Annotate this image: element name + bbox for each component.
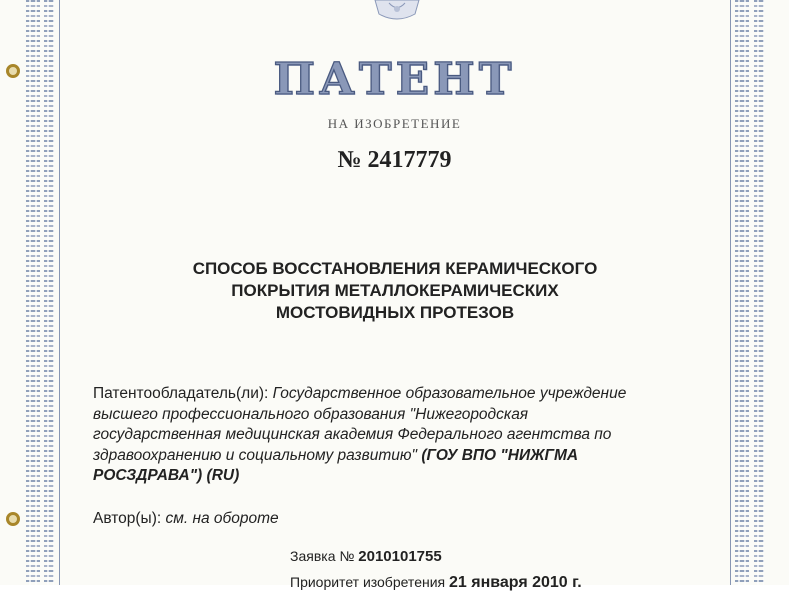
eyelet-ring-icon xyxy=(6,512,20,526)
priority-line xyxy=(290,574,582,592)
author-value: см. на обороте xyxy=(165,510,279,527)
holder-line: Государственное образовательное учреждение xyxy=(272,385,627,402)
invention-title-line: СПОСОБ ВОССТАНОВЛЕНИЯ КЕРАМИЧЕСКОГО xyxy=(192,259,598,278)
priority-label: Приоритет изобретения xyxy=(290,574,446,590)
application-number: 2010101755 xyxy=(358,548,442,565)
invention-title-line: МОСТОВИДНЫХ ПРОТЕЗОВ xyxy=(275,303,515,322)
holder-abbreviation: (ГОУ ВПО "НИЖГМА xyxy=(421,446,579,464)
holder-line: государственная медицинская академия Федерального агентства по xyxy=(93,426,612,443)
priority-date: 21 января 2010 г. xyxy=(449,574,582,591)
author-label: Автор(ы): xyxy=(93,510,162,527)
document-subtitle: НА ИЗОБРЕТЕНИЕ xyxy=(327,116,462,131)
application-line xyxy=(290,548,442,565)
coat-of-arms-icon xyxy=(371,0,423,22)
author-line xyxy=(93,510,279,528)
application-label: Заявка № xyxy=(290,548,355,564)
holder-country: (RU) xyxy=(206,467,240,484)
holder-label: Патентообладатель(ли): xyxy=(93,385,269,402)
document-title: ПАТЕНТ xyxy=(273,54,516,105)
patent-holder xyxy=(93,384,693,487)
patent-number: № 2417779 xyxy=(337,147,452,173)
holder-abbreviation-end: РОСЗДРАВА") xyxy=(93,467,203,484)
invention-title-line: ПОКРЫТИЯ МЕТАЛЛОКЕРАМИЧЕСКИХ xyxy=(231,281,559,300)
holder-line: здравоохранению и социальному развитию" xyxy=(93,446,418,464)
holder-line: высшего профессионального образования "Нижегородская xyxy=(93,405,529,423)
invention-title xyxy=(120,258,670,324)
